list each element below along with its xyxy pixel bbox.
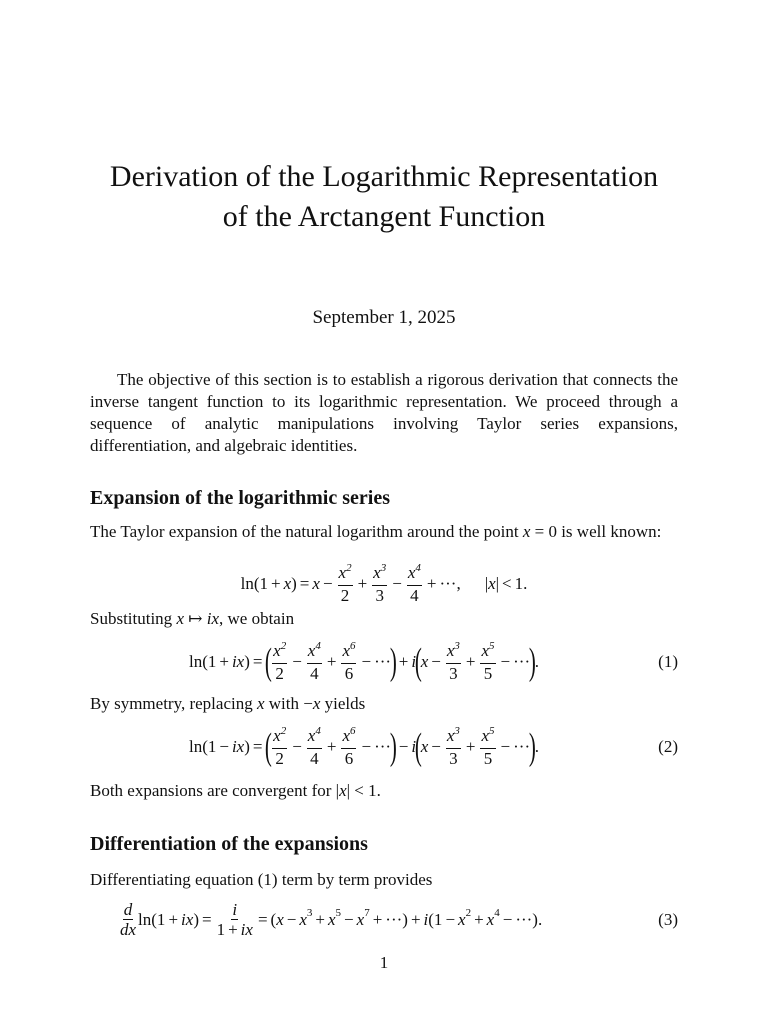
convergence-paragraph: Both expansions are convergent for |x| < 1. [90, 781, 381, 800]
section-heading-expansion: Expansion of the logarithmic series [90, 487, 390, 509]
equation-2: ln(1 − ix ) = ( $\frac{x^2}{2}$ − $\frac{x^4}{4}$ + $\frac{x^6}{6}$ − ··· ) − i ( x − $\frac{x^3}{3}$ + $\frac{x^5}{5}$ − ··· ) . (2) [188, 724, 678, 768]
title-line-1: Derivation of the Logarithmic Representation [109, 160, 659, 193]
section-heading-differentiation: Differentiation of the expansions [90, 833, 368, 855]
abstract-paragraph: The objective of this section is to establish a rigorous derivation that connects the inverse tangent function to its logarithmic representation. We proceed through a sequence of analytic manipulations involving Taylor series expansions, differentiation, and algebraic identities. [90, 370, 678, 455]
document-title [60, 157, 708, 237]
equation-3: $\frac{d}{dx}$ ln(1 + ix ) = $\frac{i}{1 + ix}$ = (x − x $^3$ + x $^5$ − x $^7$ + ···) + i (1 − x $^2$ + x $^4$ − ···). (3) [120, 900, 678, 939]
equation-number-1: (1) [658, 652, 678, 671]
log-series-equation: ln(1 + x ) = x − $\frac{x^2}{2}$ + $\frac{x^3}{3}$ − $\frac{x^4}{4}$ + ··· , |x| < 1. [240, 561, 528, 605]
equation-number-2: (2) [658, 737, 678, 756]
title-line-2: of the Arctangent Function [222, 200, 546, 233]
substitution-paragraph: Substituting x ↦ ix, we obtain [90, 609, 295, 628]
equation-number-3: (3) [658, 910, 678, 929]
page-number: 1 [379, 953, 389, 972]
differentiation-intro-paragraph: Differentiating equation (1) term by term provides [90, 870, 433, 889]
taylor-intro-paragraph: The Taylor expansion of the natural logarithm around the point x = 0 is well known: [90, 522, 662, 541]
document-date: September 1, 2025 [312, 307, 456, 328]
symmetry-paragraph: By symmetry, replacing x with −x yields [90, 694, 366, 713]
equation-1: ln(1 + ix ) = ( $\frac{x^2}{2}$ − $\frac{x^4}{4}$ + $\frac{x^6}{6}$ − ··· ) + i ( x − $\frac{x^3}{3}$ + $\frac{x^5}{5}$ − ··· ) . (1) [188, 639, 678, 683]
